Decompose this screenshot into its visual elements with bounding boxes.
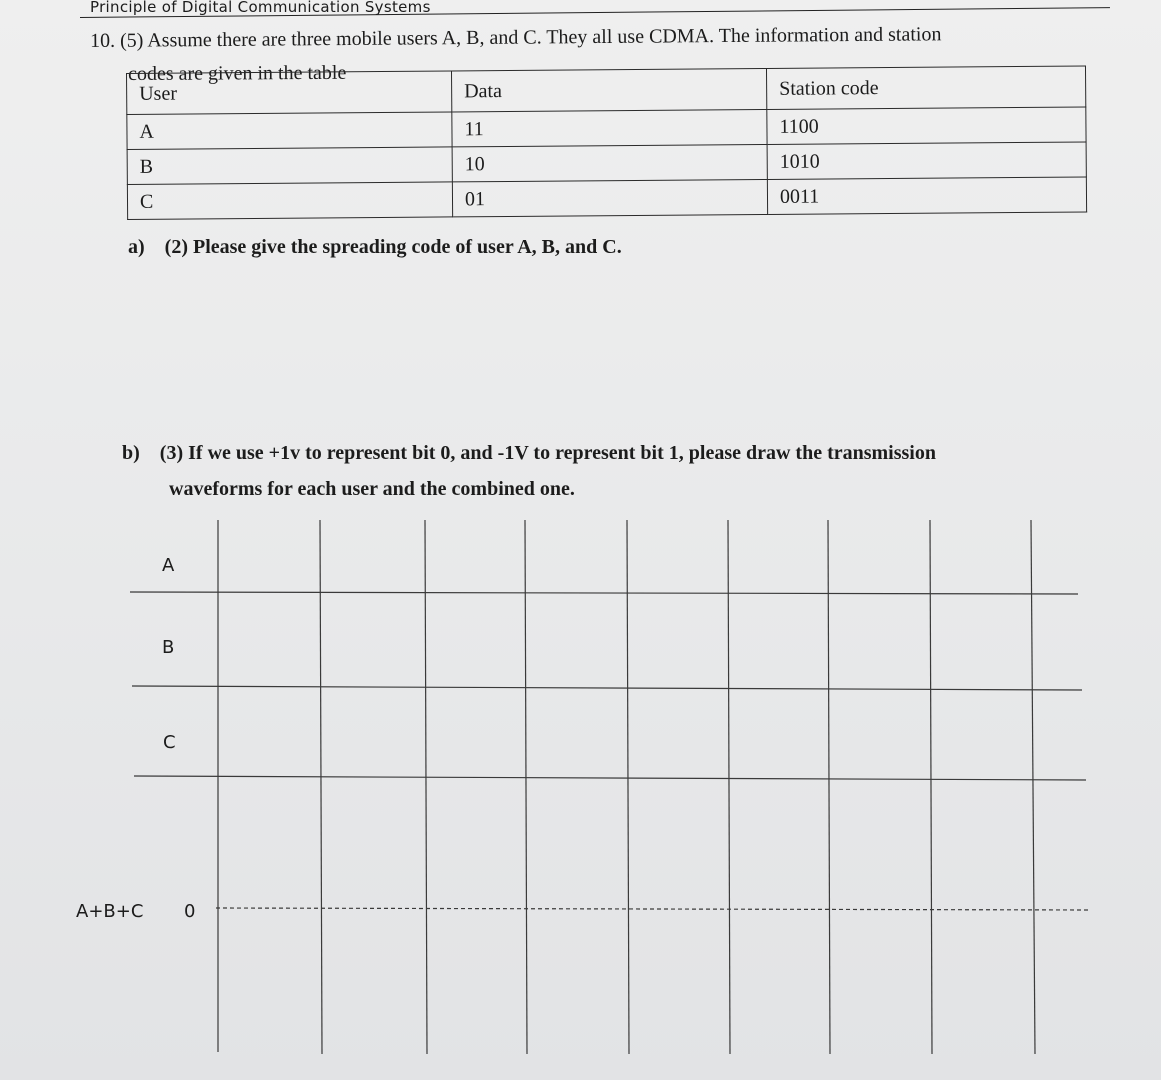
- grid-vertical-line: [828, 520, 830, 1054]
- table-cell-station-code: 1100: [767, 107, 1086, 145]
- grid-vertical-line: [425, 520, 427, 1054]
- zero-level-label: 0: [184, 901, 196, 922]
- table-header-data: Data: [451, 68, 766, 111]
- grid-vertical-line: [627, 520, 629, 1054]
- part-b-label: b): [122, 442, 140, 464]
- grid-baseline-c: [134, 776, 1086, 780]
- grid-vertical-line: [1031, 520, 1035, 1054]
- question-text: Assume there are three mobile users A, B, and C. They all use CDMA. The information and station: [147, 23, 942, 52]
- table-cell-data: 10: [452, 144, 767, 181]
- question-text-line-2: codes are given in the table: [128, 61, 347, 85]
- grid-vertical-line: [930, 520, 932, 1054]
- part-a-points: (2): [164, 236, 188, 258]
- grid-vertical-line: [728, 520, 730, 1054]
- part-a-text: Please give the spreading code of user A, B, and C.: [193, 236, 622, 258]
- row-label-sum: A+B+C: [76, 901, 144, 922]
- part-b-points: (3): [159, 442, 184, 464]
- row-label-b: B: [162, 637, 175, 658]
- question-number: 10.: [90, 29, 116, 52]
- table-cell-user: A: [127, 112, 452, 150]
- grid-baseline-a: [130, 592, 1078, 594]
- table-cell-data: 11: [452, 109, 767, 146]
- table-cell-station-code: 1010: [767, 142, 1086, 180]
- course-header: Principle of Digital Communication Systems: [90, 0, 431, 16]
- table-header-user: User: [127, 71, 452, 115]
- table-cell-user: C: [127, 182, 452, 220]
- part-b-prompt-line-2: waveforms for each user and the combined one.: [169, 478, 575, 500]
- row-label-a: A: [162, 555, 175, 576]
- grid-baseline-sum: [216, 908, 1090, 910]
- table-cell-station-code: 0011: [767, 177, 1086, 215]
- table-header-station-code: Station code: [766, 66, 1085, 110]
- grid-vertical-line: [320, 520, 322, 1054]
- table-cell-user: B: [127, 147, 452, 185]
- part-b-text: If we use +1v to represent bit 0, and -1V to represent bit 1, please draw the transmission: [188, 442, 936, 464]
- row-label-c: C: [163, 732, 176, 753]
- part-a-label: a): [128, 236, 145, 258]
- question-points: (5): [119, 29, 144, 52]
- table-cell-data: 01: [452, 179, 767, 216]
- grid-baseline-b: [132, 686, 1082, 690]
- grid-vertical-line: [525, 520, 527, 1054]
